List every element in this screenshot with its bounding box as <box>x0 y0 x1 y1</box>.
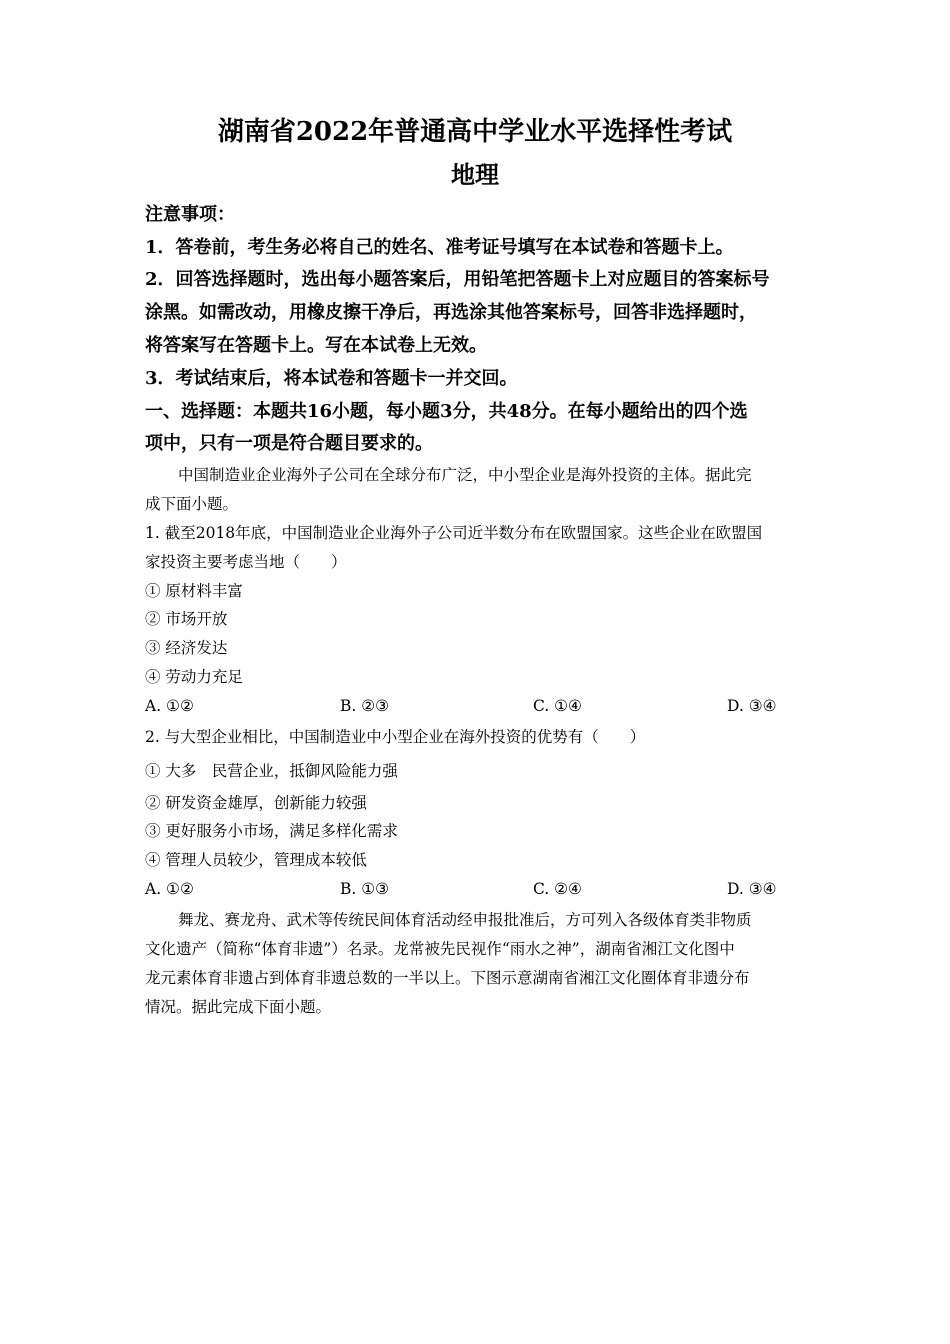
question-2-option-c: C. ②④ <box>533 880 582 898</box>
question-2-item: ③ 更好服务小市场，满足多样化需求 <box>145 822 398 840</box>
question-2-option-a: A. ①② <box>145 880 194 898</box>
section-heading-line-1: 一、选择题：本题共16小题，每小题3分，共48分。在每小题给出的四个选 <box>145 401 748 422</box>
passage-1-line-2: 成下面小题。 <box>145 495 239 513</box>
question-1-option-b: B. ②③ <box>340 697 390 715</box>
notice-heading: 注意事项： <box>145 204 235 225</box>
passage-2-line-3: 龙元素体育非遗占到体育非遗总数的一半以上。下图示意湖南省湘江文化圈体育非遗分布 <box>145 969 750 987</box>
notice-item-2-line-1: 2．回答选择题时，选出每小题答案后，用铅笔把答题卡上对应题目的答案标号 <box>145 269 770 290</box>
question-1-option-a: A. ①② <box>145 697 194 715</box>
question-2-stem: 2. 与大型企业相比，中国制造业中小型企业在海外投资的优势有（ ） <box>145 728 646 746</box>
question-1-item: ④ 劳动力充足 <box>145 668 243 686</box>
question-1-item: ② 市场开放 <box>145 610 228 628</box>
question-1-stem-line-2: 家投资主要考虑当地（ ） <box>145 553 347 571</box>
question-2-option-d: D. ③④ <box>727 880 777 898</box>
question-2-item: ② 研发资金雄厚，创新能力较强 <box>145 794 367 812</box>
question-1-item: ① 原材料丰富 <box>145 582 243 600</box>
question-2-option-b: B. ①③ <box>340 880 390 898</box>
question-1-item: ③ 经济发达 <box>145 639 228 657</box>
exam-title: 湖南省2022年普通高中学业水平选择性考试 <box>217 117 733 147</box>
exam-subject: 地理 <box>451 160 499 189</box>
passage-2-line-2: 文化遗产（简称“体育非遗”）名录。龙常被先民视作“雨水之神”，湖南省湘江文化图中 <box>145 940 735 958</box>
question-1-option-d: D. ③④ <box>727 697 777 715</box>
section-heading-line-2: 项中，只有一项是符合题目要求的。 <box>145 433 433 454</box>
passage-1-line-1: 中国制造业企业海外子公司在全球分布广泛，中小型企业是海外投资的主体。据此完 <box>178 466 752 484</box>
passage-2-line-4: 情况。据此完成下面小题。 <box>145 998 332 1016</box>
question-1-option-c: C. ①④ <box>533 697 582 715</box>
notice-item-1: 1．答卷前，考生务必将自己的姓名、准考证号填写在本试卷和答题卡上。 <box>145 237 734 258</box>
notice-item-3: 3．考试结束后，将本试卷和答题卡一并交回。 <box>145 368 518 389</box>
notice-item-2-line-2: 涂黑。如需改动，用橡皮擦干净后，再选涂其他答案标号，回答非选择题时， <box>145 302 757 323</box>
passage-2-line-1: 舞龙、赛龙舟、武术等传统民间体育活动经申报批准后，方可列入各级体育类非物质 <box>178 911 752 929</box>
question-2-item: ④ 管理人员较少，管理成本较低 <box>145 851 367 869</box>
notice-item-2-line-3: 将答案写在答题卡上。写在本试卷上无效。 <box>145 335 487 356</box>
question-1-stem-line-1: 1. 截至2018年底，中国制造业企业海外子公司近半数分布在欧盟国家。这些企业在欧盟国 <box>145 524 763 542</box>
question-2-item: ① 大多 民营企业，抵御风险能力强 <box>145 762 398 780</box>
